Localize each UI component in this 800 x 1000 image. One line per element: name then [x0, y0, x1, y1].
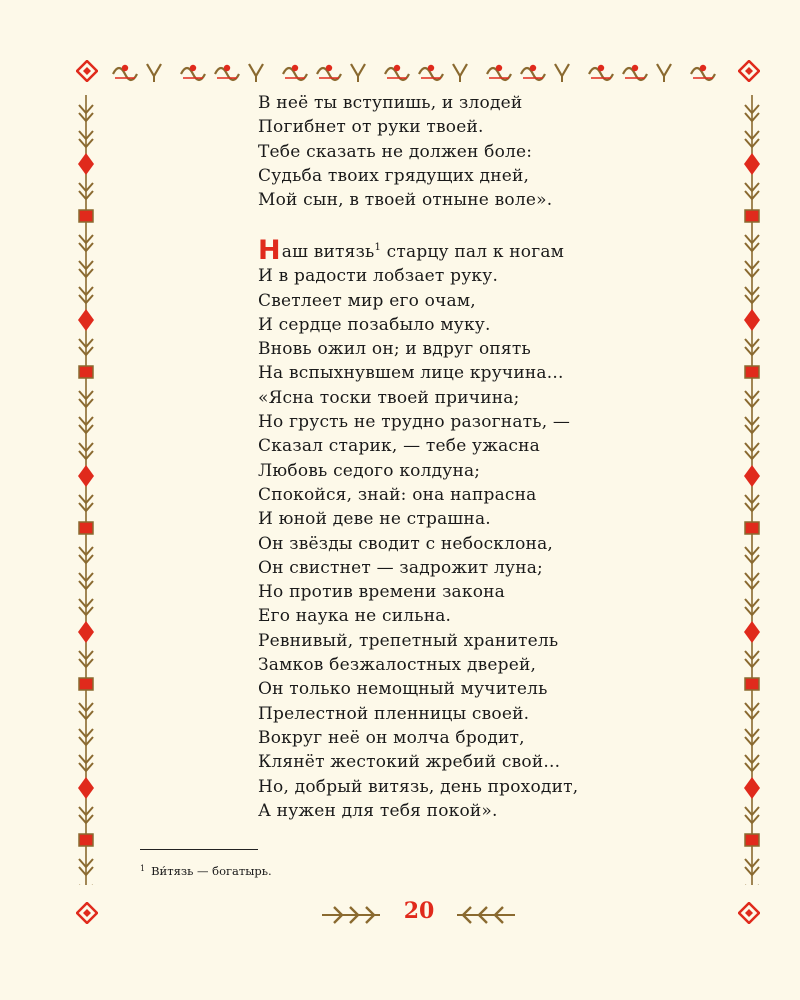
poem-line: И юной деве не страшна. — [258, 509, 491, 530]
scroll-ornament-icon — [555, 64, 569, 82]
poem-line: Он звёзды сводит с небосклона, — [258, 533, 554, 554]
scroll-ornament-icon — [351, 64, 365, 82]
scroll-ornament-icon — [521, 65, 545, 80]
scroll-ornament-icon — [113, 65, 137, 80]
poem-line: Но против времени закона — [258, 582, 506, 603]
scroll-ornament-icon — [147, 64, 161, 82]
footnote — [140, 864, 272, 878]
poem-line: Вокруг неё он молча бродит, — [258, 727, 525, 748]
poem-line: Его наука не сильна. — [258, 606, 452, 627]
poem-line: Светлеет мир его очам, — [258, 290, 476, 311]
poem-line: Клянёт жестокий жребий свой... — [258, 752, 561, 773]
chevron-arrow-icon — [320, 904, 382, 926]
poem-line: И в радости лобзает руку. — [258, 266, 499, 287]
poem-line: Он только немощный мучитель — [258, 679, 548, 700]
poem-line: Тебе сказать не должен боле: — [258, 141, 533, 162]
left-ornament-border — [74, 95, 98, 885]
corner-diamond-icon — [76, 60, 98, 82]
poem-line: И сердце позабыло муку. — [258, 314, 491, 335]
footnote-mark: 1 — [140, 864, 146, 873]
poem-line: Но грусть не трудно разогнать, — — [258, 412, 571, 433]
arrow-ornament-icon — [78, 309, 94, 331]
right-ornament-border — [740, 95, 764, 885]
poem-line: В неё ты вступишь, и злодей — [258, 93, 523, 113]
scroll-ornament-icon — [317, 65, 341, 80]
poem-line: Судьба твоих грядущих дней, — [258, 165, 530, 186]
scroll-ornament-icon — [283, 65, 307, 80]
scroll-ornament-icon — [623, 65, 647, 80]
arrow-ornament-icon — [78, 621, 94, 643]
arrow-ornament-icon — [745, 834, 759, 846]
scroll-ornament-icon — [657, 64, 671, 82]
scroll-ornament-icon — [453, 64, 467, 82]
scroll-ornament-icon — [487, 65, 511, 80]
corner-diamond-icon — [738, 902, 760, 924]
footnote-reference: 1 — [374, 242, 382, 253]
arrow-ornament-icon — [744, 621, 760, 643]
poem-stanza-2 — [258, 236, 578, 823]
scroll-ornament-icon — [181, 65, 205, 80]
poem-line: А нужен для тебя покой». — [258, 800, 498, 821]
poem-line: На вспыхнувшем лице кручина... — [258, 363, 564, 384]
arrow-ornament-icon — [79, 678, 93, 690]
arrow-ornament-icon — [745, 366, 759, 378]
drop-cap: Н — [258, 235, 281, 266]
arrow-ornament-icon — [745, 522, 759, 534]
footnote-text: Ви́тязь — богатырь. — [151, 864, 272, 878]
poem-line: Мой сын, в твоей отныне воле». — [258, 190, 553, 211]
scroll-ornament-icon — [215, 65, 239, 80]
arrow-ornament-icon — [79, 834, 93, 846]
poem-stanza-1 — [258, 91, 552, 212]
arrow-ornament-icon — [745, 678, 759, 690]
arrow-ornament-icon — [78, 465, 94, 487]
poem-line: Ревнивый, трепетный хранитель — [258, 630, 559, 651]
poem-line: Прелестной пленницы своей. — [258, 703, 530, 724]
arrow-ornament-icon — [744, 153, 760, 175]
poem-line: Любовь седого колдуна; — [258, 460, 481, 481]
poem-line: «Ясна тоски твоей причина; — [258, 387, 520, 408]
arrow-ornament-icon — [744, 465, 760, 487]
poem-line: Сказал старик, — тебе ужасна — [258, 436, 541, 457]
poem-line: Замков безжалостных дверей, — [258, 655, 537, 676]
poem-line — [258, 236, 578, 264]
scroll-ornament-icon — [249, 64, 263, 82]
arrow-ornament-icon — [78, 153, 94, 175]
scroll-ornament-icon — [691, 65, 715, 80]
first-line-text: аш витязь — [281, 242, 375, 262]
page-number: 20 — [403, 898, 435, 924]
poem-line: Спокойся, знай: она напрасна — [258, 484, 537, 505]
chevron-arrow-icon — [455, 904, 517, 926]
scroll-ornament-icon — [419, 65, 443, 80]
arrow-ornament-icon — [78, 777, 94, 799]
poem-line: Он свистнет — задрожит луна; — [258, 557, 543, 578]
corner-diamond-icon — [76, 902, 98, 924]
poem-line: Погибнет от руки твоей. — [258, 117, 484, 138]
top-ornament-border — [105, 56, 725, 86]
arrow-ornament-icon — [745, 210, 759, 222]
arrow-ornament-icon — [744, 309, 760, 331]
scroll-ornament-icon — [385, 65, 409, 80]
poem-line: Но, добрый витязь, день проходит, — [258, 776, 579, 797]
arrow-ornament-icon — [79, 366, 93, 378]
footnote-divider — [140, 849, 258, 850]
arrow-ornament-icon — [79, 522, 93, 534]
poem-line: Вновь ожил он; и вдруг опять — [258, 339, 531, 360]
corner-diamond-icon — [738, 60, 760, 82]
arrow-ornament-icon — [79, 210, 93, 222]
arrow-ornament-icon — [744, 777, 760, 799]
scroll-ornament-icon — [589, 65, 613, 80]
first-line-text-end: старцу пал к ногам — [381, 242, 565, 262]
